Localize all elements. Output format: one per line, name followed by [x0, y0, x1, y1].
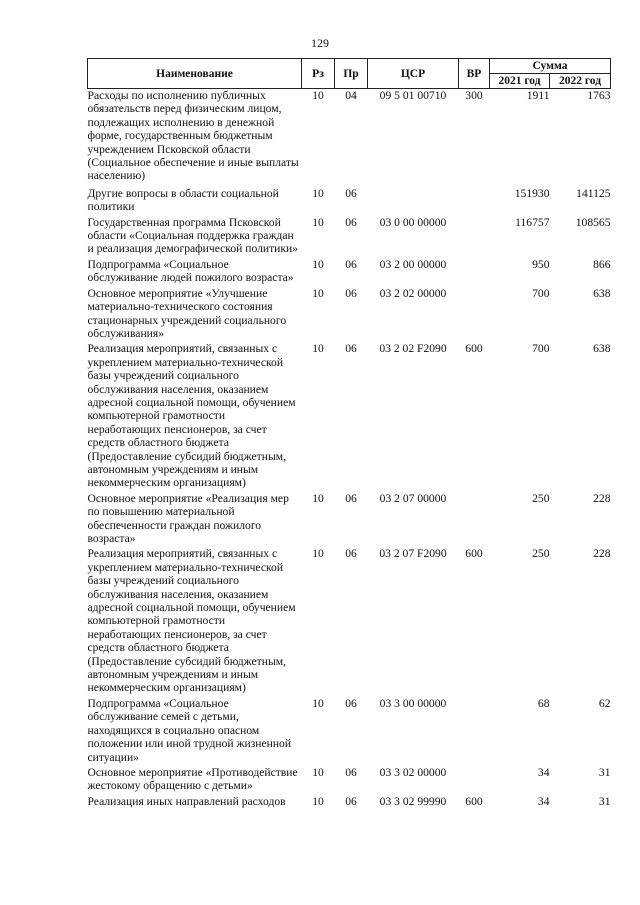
row-csr: 03 2 07 00000 [379, 491, 447, 505]
row-rz: 10 [312, 286, 324, 300]
row-sum-2022: 108565 [575, 215, 611, 229]
row-name: Реализация мероприятий, связанных с укреплением материально-технической базы учреждений социального обслуживания населения, оказанием адресной социальной помощи, обучением компьютерной грамотности неработающих пенсионеров, за счет средств областного бюджета (Предоставление субсидий бюджетным, автономным учреждениям и иным некоммерческим организациям) [87, 342, 296, 490]
row-vr: 600 [465, 342, 483, 356]
row-pr: 06 [345, 794, 357, 808]
row-rz: 10 [312, 186, 324, 200]
row-pr: 06 [345, 286, 357, 300]
row-csr [368, 183, 459, 214]
row-csr: 03 2 02 F2090 [379, 342, 447, 356]
table-row [88, 285, 611, 341]
row-vr [459, 695, 490, 764]
row-pr: 06 [345, 215, 357, 229]
row-csr: 03 3 02 00000 [379, 765, 447, 779]
row-rz: 10 [312, 257, 324, 271]
row-sum-2022: 62 [598, 696, 611, 710]
table-row [88, 764, 611, 793]
table-row [88, 256, 611, 285]
row-sum-2021: 116757 [515, 215, 550, 229]
row-csr: 03 2 00 00000 [379, 257, 447, 271]
row-vr [459, 183, 490, 214]
table-row [88, 695, 611, 764]
row-sum-2021: 34 [537, 765, 550, 779]
page-number: 129 [311, 36, 329, 50]
row-sum-2022: 638 [593, 286, 611, 300]
row-sum-2022: 866 [593, 257, 611, 271]
row-name: Государственная программа Псковской области «Социальная поддержка граждан и реализация демографической политики» [87, 215, 298, 256]
table-row [88, 490, 611, 546]
row-csr: 03 2 02 00000 [379, 286, 447, 300]
row-csr: 09 5 01 00710 [379, 89, 447, 102]
row-sum-2022: 638 [593, 342, 611, 356]
row-sum-2021: 34 [537, 794, 550, 808]
row-name: Реализация иных направлений расходов [87, 794, 286, 808]
header-sum: Сумма [490, 59, 611, 74]
row-pr: 06 [345, 765, 357, 779]
header-vr: ВР [459, 59, 490, 89]
row-sum-2021: 950 [532, 257, 550, 271]
row-sum-2021: 151930 [514, 186, 550, 200]
row-rz: 10 [312, 794, 324, 808]
row-pr: 06 [345, 257, 357, 271]
row-sum-2021: 250 [532, 547, 550, 561]
header-rz: Рз [302, 59, 335, 89]
table-row [88, 340, 611, 489]
row-csr: 03 2 07 F2090 [379, 547, 447, 561]
row-name: Другие вопросы в области социальной политики [87, 186, 279, 214]
row-csr: 03 3 02 99990 [379, 794, 447, 808]
row-sum-2021: 250 [532, 491, 550, 505]
row-vr: 600 [465, 794, 483, 808]
row-vr [459, 256, 490, 285]
row-name: Основное мероприятие «Противодействие жестокому обращению с детьми» [87, 765, 298, 793]
header-pr: Пр [335, 59, 368, 89]
row-name: Основное мероприятие «Улучшение материально-технического состояния стационарных учреждений социального обслуживания» [87, 286, 287, 340]
table-row [88, 183, 611, 214]
row-pr: 06 [345, 696, 357, 710]
row-name: Подпрограмма «Социальное обслуживание людей пожилого возраста» [87, 257, 294, 285]
header-name: Наименование [88, 59, 302, 89]
row-sum-2021: 700 [532, 286, 550, 300]
row-csr: 03 3 00 00000 [379, 696, 447, 710]
table-row [88, 545, 611, 694]
row-vr [459, 214, 490, 256]
row-sum-2022: 31 [598, 794, 611, 808]
table-header [88, 59, 611, 89]
row-pr: 06 [345, 547, 357, 561]
row-vr [459, 285, 490, 341]
row-sum-2022: 141125 [576, 186, 611, 200]
row-name: Реализация мероприятий, связанных с укреплением материально-технической базы учреждений социального обслуживания населения, оказанием адресной социальной помощи, обучением компьютерной грамотности неработающих пенсионеров, за счет средств областного бюджета (Предоставление субсидий бюджетным, автономным учреждениям и иным некоммерческим организациям) [87, 547, 296, 695]
row-vr: 600 [465, 547, 483, 561]
row-pr: 06 [345, 491, 357, 505]
row-rz: 10 [312, 696, 324, 710]
budget-table [87, 58, 611, 808]
row-name: Подпрограмма «Социальное обслуживание семей с детьми, находящихся в социально опасном положении или иной трудной жизненной ситуации» [87, 696, 292, 764]
table-row [88, 793, 611, 808]
row-rz: 10 [312, 765, 324, 779]
row-rz: 10 [312, 491, 324, 505]
row-rz: 10 [312, 342, 324, 356]
row-name: Основное мероприятие «Реализация мер по повышению материальной обеспеченности граждан пожилого возраста» [87, 491, 289, 545]
row-csr: 03 0 00 00000 [379, 215, 447, 229]
row-sum-2022: 31 [598, 765, 611, 779]
row-rz: 10 [312, 215, 324, 229]
header-year-2021: 2021 год [490, 74, 550, 89]
table-row [88, 89, 611, 183]
table-row [88, 214, 611, 256]
row-sum-2022: 228 [593, 491, 611, 505]
row-vr [459, 764, 490, 793]
row-vr [459, 490, 490, 546]
row-sum-2022: 228 [593, 547, 611, 561]
row-rz: 10 [312, 547, 324, 561]
table-body [88, 89, 611, 809]
row-rz: 10 [312, 89, 324, 102]
row-pr: 04 [345, 89, 357, 102]
row-vr: 300 [465, 89, 483, 102]
row-pr: 06 [345, 342, 357, 356]
header-csr: ЦСР [368, 59, 459, 89]
row-sum-2021: 1911 [526, 89, 550, 102]
header-year-2022: 2022 год [550, 74, 611, 89]
row-sum-2022: 1763 [587, 89, 611, 102]
row-sum-2021: 700 [532, 342, 550, 356]
row-name: Расходы по исполнению публичных обязательств перед физическим лицом, подлежащих исполнению в денежной форме, государственным бюджетным учреждением Псковской области (Социальное обеспечение и иные выплаты населению) [87, 89, 299, 183]
row-pr: 06 [345, 186, 357, 200]
row-sum-2021: 68 [537, 696, 550, 710]
